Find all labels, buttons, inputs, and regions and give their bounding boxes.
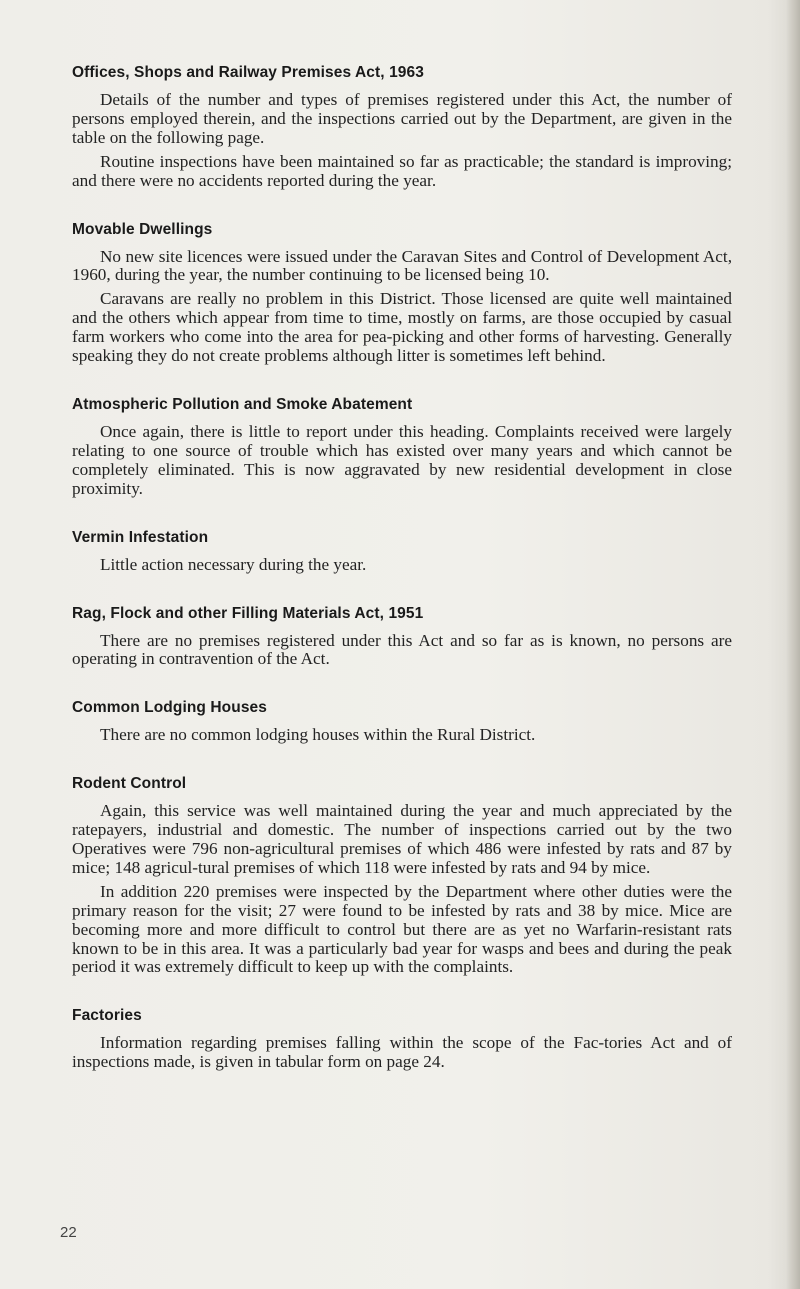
paragraph: Information regarding premises falling within the scope of the Fac-tories Act and of inspections made, is given in tabular form on page 24. — [72, 1033, 732, 1072]
section-heading: Rodent Control — [72, 775, 187, 793]
paragraph: Details of the number and types of premises registered under this Act, the number of persons employed therein, and the inspections carried out by the Department, are given in the table on the following page. — [72, 90, 732, 147]
section-heading: Rag, Flock and other Filling Materials Act, 1951 — [72, 604, 424, 622]
paragraph: There are no premises registered under this Act and so far as is known, no persons are operating in contravention of the Act. — [72, 630, 732, 669]
section-rag-flock-filling — [72, 605, 732, 670]
section-heading: Movable Dwellings — [72, 220, 213, 238]
section-heading: Common Lodging Houses — [72, 699, 267, 717]
page-number: 22 — [60, 1224, 77, 1241]
section-vermin-infestation — [72, 529, 732, 575]
section-heading: Factories — [72, 1007, 142, 1025]
section-heading: Offices, Shops and Railway Premises Act, 1963 — [72, 64, 424, 81]
section-rodent-control — [72, 775, 732, 977]
paragraph: There are no common lodging houses within the Rural District. — [100, 725, 536, 745]
section-common-lodging-houses — [72, 699, 732, 745]
section-offices-shops-railway — [72, 64, 732, 191]
page-edge-shadow — [786, 0, 800, 1289]
section-movable-dwellings — [72, 221, 732, 366]
paragraph: Once again, there is little to report under this heading. Complaints received were largely relating to one source of trouble which has existed over many years and which cannot be completely eliminated. This is now aggravated by new residential development in close proximity. — [72, 421, 732, 498]
section-factories — [72, 1007, 732, 1072]
section-heading: Vermin Infestation — [72, 528, 209, 546]
section-atmospheric-pollution — [72, 396, 732, 499]
paragraph: Caravans are really no problem in this District. Those licensed are quite well maintained and the others which appear from time to time, mostly on farms, are those occupied by casual farm workers who come into the area for pea-picking and other forms of harvesting. Generally speaking they do not create problems although litter is sometimes left behind. — [72, 289, 732, 366]
section-heading: Atmospheric Pollution and Smoke Abatement — [72, 395, 413, 413]
paragraph: No new site licences were issued under the Caravan Sites and Control of Development Act, 1960, during the year, the number continuing to be licensed being 10. — [72, 246, 732, 285]
paragraph: Routine inspections have been maintained so far as practicable; the standard is improving; and there were no accidents reported during the year. — [72, 151, 732, 190]
paragraph: In addition 220 premises were inspected by the Department where other duties were the primary reason for the visit; 27 were found to be infested by rats and 38 by mice. Mice are becoming more and more difficult to control but there are as yet no Warfarin-resistant rats known to be in this area. It was a particularly bad year for wasps and bees and during the peak period it was extremely difficult to keep up with the complaints. — [72, 881, 732, 977]
document-body — [72, 64, 732, 1102]
paragraph: Little action necessary during the year. — [100, 554, 367, 574]
paragraph: Again, this service was well maintained during the year and much appreciated by the ratepayers, industrial and domestic. The number of inspections carried out by the two Operatives were 796 non-agricultural premises of which 486 were infested by rats and 87 by mice; 148 agricul-tural premises of which 118 were infested by rats and 94 by mice. — [72, 801, 732, 877]
